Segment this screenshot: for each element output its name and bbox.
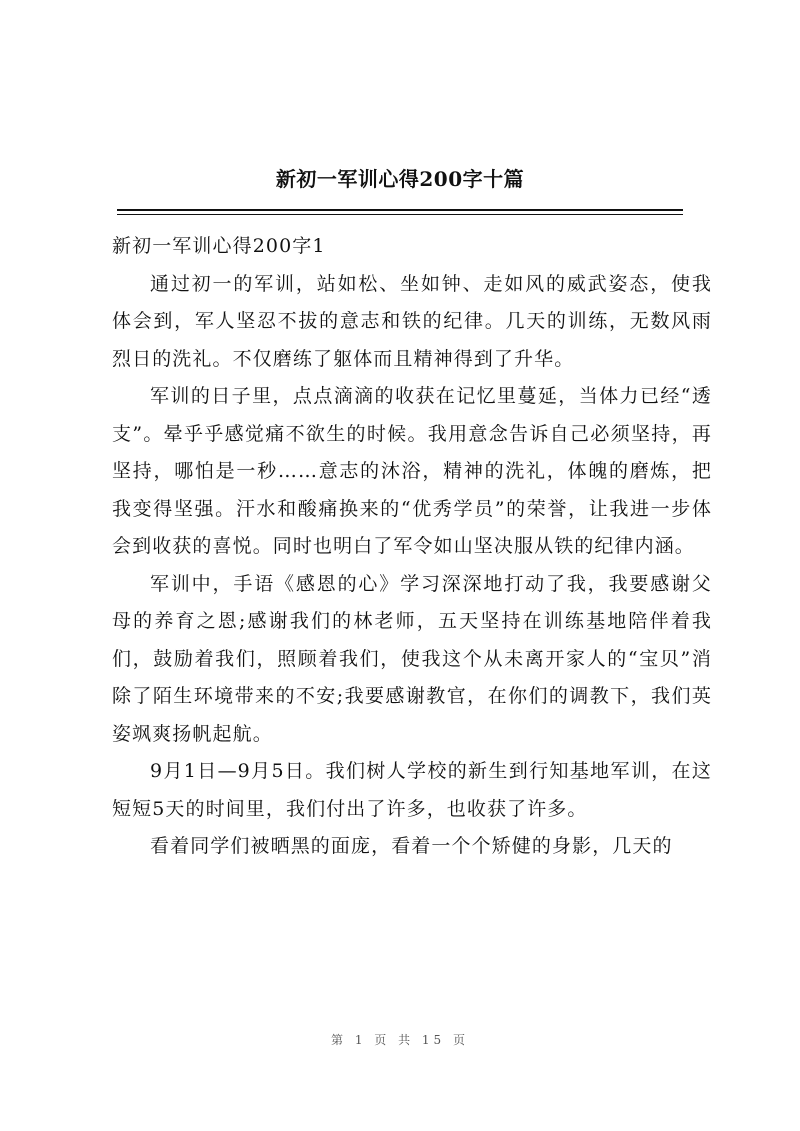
paragraph: 通过初一的军训，站如松、坐如钟、走如风的威武姿态，使我体会到，军人坚忍不拔的意志和铁的纪律。几天的训练，无数风雨烈日的洗礼。不仅磨练了躯体而且精神得到了升华。 <box>112 272 712 370</box>
paragraph: 军训的日子里，点点滴滴的收获在记忆里蔓延，当体力已经“透支”。晕乎乎感觉痛不欲生的时候。我用意念告诉自己必须坚持，再坚持，哪怕是一秒……意志的沐浴，精神的洗礼，体魄的磨炼，把我变得坚强。汗水和酸痛换来的“优秀学员”的荣誉，让我进一步体会到收获的喜悦。同时也明白了军令如山坚决服从铁的纪律内涵。 <box>112 385 712 557</box>
paragraph: 看着同学们被晒黑的面庞，看着一个个矫健的身影，几天的 <box>150 835 673 857</box>
paragraph: 9月1日—9月5日。我们树人学校的新生到行知基地军训，在这短短5天的时间里，我们付出了许多，也收获了许多。 <box>112 760 712 820</box>
title-divider <box>117 209 683 211</box>
section-heading: 新初一军训心得200字1 <box>112 235 326 257</box>
title-divider-thin <box>117 214 683 215</box>
document-body <box>112 228 712 866</box>
document-title: 新初一军训心得200字十篇 <box>275 167 525 191</box>
page-number-footer: 第 1 页 共 15 页 <box>331 1033 469 1047</box>
paragraph: 军训中，手语《感恩的心》学习深深地打动了我，我要感谢父母的养育之恩;感谢我们的林老师，五天坚持在训练基地陪伴着我们，鼓励着我们，照顾着我们，使我这个从未离开家人的“宝贝”消除了陌生环境带来的不安;我要感谢教官，在你们的调教下，我们英姿飒爽扬帆起航。 <box>112 572 712 745</box>
